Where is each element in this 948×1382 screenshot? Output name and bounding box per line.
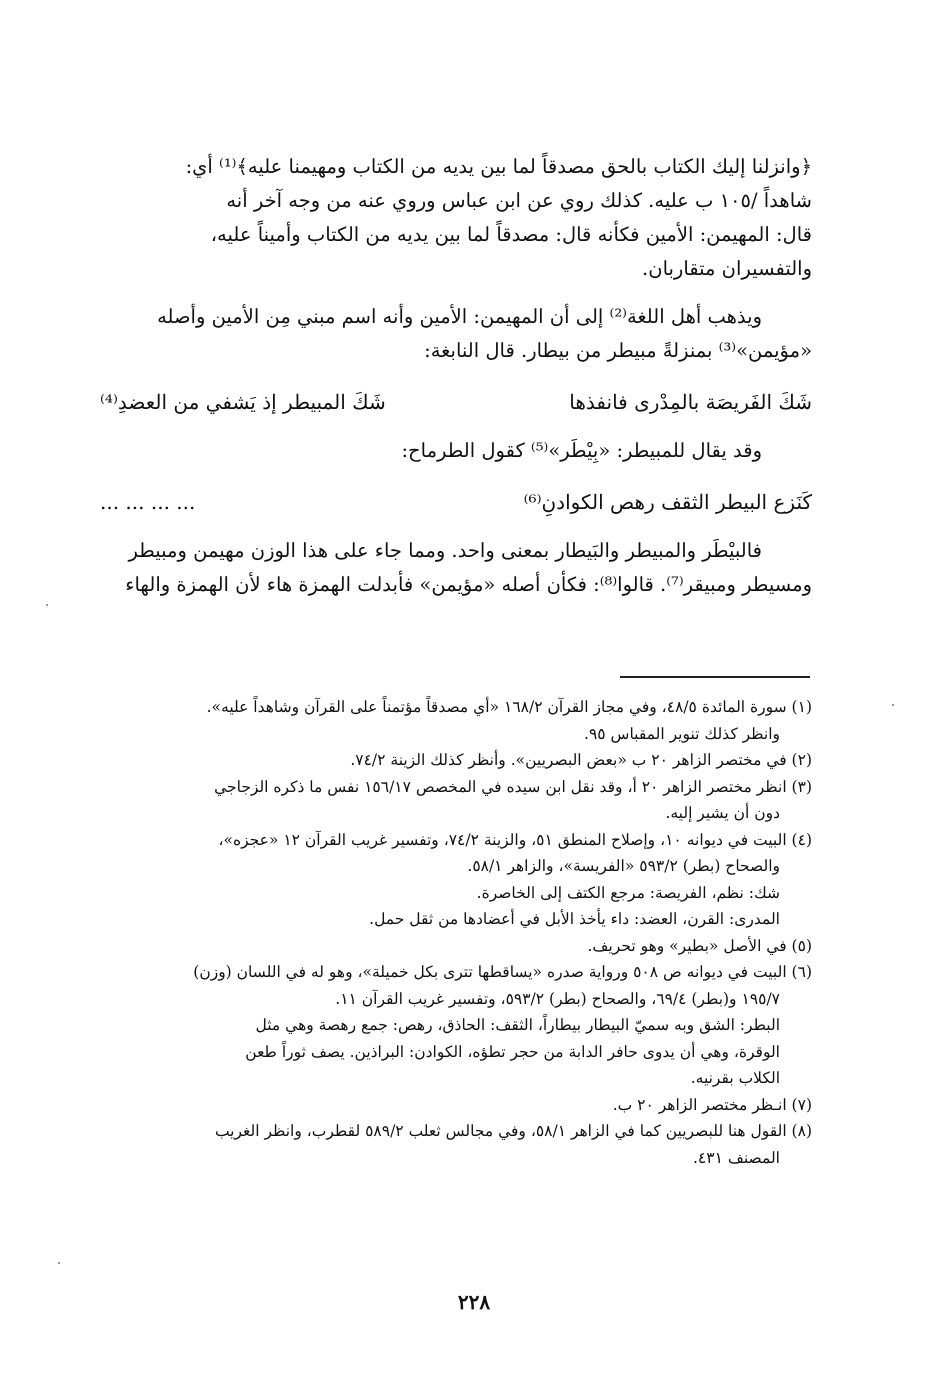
footnote-separator bbox=[620, 676, 810, 678]
footnote-8-continued: المصنف ٤٣١. bbox=[692, 1148, 780, 1167]
footnote-6: (٦) البيت في ديوانه ص ٥٠٨ ورواية صدره «يساقطها تترى بكل خميلة»، وهو له في اللسان (وزن) bbox=[193, 963, 812, 981]
footnote-6-gloss: البطر: الشق وبه سميّ البيطار بيطاراً، الثقف: الحاذق، رهص: جمع رهصة وهي مثل bbox=[255, 1016, 780, 1034]
text-line: ويذهب أهل اللغة⁽²⁾ إلى أن المهيمن: الأمين وأنه اسم مبني مِن الأمين وأصله bbox=[157, 305, 762, 328]
text-line: ﴿وانزلنا إليك الكتاب بالحق مصدقاً لما بين يديه من الكتاب ومهيمنا عليه﴾⁽¹⁾ أي: bbox=[185, 155, 812, 178]
footnote-4: (٤) البيت في ديوانه ١٠، وإصلاح المنطق ٥١، والزينة ٧٤/٢، وتفسير غريب القرآن ١٢ «عجزه»، bbox=[218, 830, 812, 849]
footnotes bbox=[100, 694, 812, 1171]
footnote-1: (١) سورة المائدة ٤٨/٥، وفي مجاز القرآن ١٦٨/٢ «أي مصدقاً مؤتمناً على القرآن وشاهداً عليه». bbox=[206, 698, 812, 716]
text-line: «مؤيمن»⁽³⁾ بمنزلةً مبيطر من بيطار. قال النابغة: bbox=[424, 339, 812, 362]
footnote-6-continued: ١٩٥/٧ و(بطر) ٦٩/٤، والصحاح (بطر) ٥٩٣/٢، وتفسير غريب القرآن ١١. bbox=[335, 989, 780, 1008]
text-line: وقد يقال للمبيطر: «بِيْطَر»⁽⁵⁾ كقول الطرماح: bbox=[401, 439, 762, 462]
verse-second-hemistich: ... ... ... ... bbox=[100, 490, 196, 514]
text-line: ومسيطر ومبيقر⁽⁷⁾. قالوا⁽⁸⁾: فكأن أصله «مؤيمن» فأبدلت الهمزة هاء لأن الهمزة والهاء bbox=[125, 573, 812, 596]
verse-nabigha bbox=[100, 382, 812, 422]
text-line: شاهداً /١٠٥ ب عليه. كذلك روي عن ابن عباس وروي عنه من وجه آخر أنه bbox=[226, 189, 812, 212]
footnote-6-gloss: الكلاب بقرنيه. bbox=[690, 1069, 780, 1087]
paragraph-3 bbox=[100, 434, 812, 468]
text-line: قال: المهيمن: الأمين فكأنه قال: مصدقاً لما بين يديه من الكتاب وأميناً عليه، bbox=[210, 223, 812, 246]
text-line: والتفسيران متقاربان. bbox=[642, 257, 812, 280]
verse-second-hemistich: شَكَ المبيطر إذ يَشفي من العضدِ⁽⁴⁾ bbox=[100, 390, 386, 414]
scan-speck bbox=[58, 1262, 60, 1264]
footnote-8: (٨) القول هنا للبصريين كما في الزاهر ٥٨/١، وفي مجالس ثعلب ٥٨٩/٢ لقطرب، وانظر الغريب bbox=[214, 1122, 812, 1140]
page-number: ٢٢٨ bbox=[457, 1290, 491, 1314]
footnote-4-gloss: المدرى: القرن، العضد: داء يأخذ الأبل في أعضادها من ثقل حمل. bbox=[369, 910, 780, 928]
main-text bbox=[100, 150, 812, 616]
footnote-4-gloss: شك: نظم، الفريصة: مرجع الكتف إلى الخاصرة. bbox=[476, 883, 780, 902]
paragraph-2 bbox=[100, 300, 812, 368]
paragraph-1 bbox=[100, 150, 812, 286]
paragraph-4 bbox=[100, 534, 812, 602]
footnote-5: (٥) في الأصل «بطير» وهو تحريف. bbox=[587, 936, 812, 955]
footnote-2: (٢) في مختصر الزاهر ٢٠ ب «بعض البصريين». وأنظر كذلك الزينة ٧٤/٢. bbox=[350, 751, 812, 769]
text-line: فالبيْطَر والمبيطر والبَيطار بمعنى واحد. ومما جاء على هذا الوزن مهيمن ومبيطر bbox=[128, 539, 762, 562]
footnote-6-gloss: الوقرة، وهي أن يدوى حافر الدابة من حجر تطؤه، الكوادن: البراذين. يصف ثوراً طعن bbox=[245, 1042, 780, 1061]
footnote-1-continued: وانظر كذلك تنوير المقباس ٩٥. bbox=[584, 724, 780, 743]
verse-first-hemistich: شَكَ الفَريصَة بالمِدْرى فانفذها bbox=[569, 390, 812, 414]
scan-speck bbox=[46, 604, 48, 606]
scan-speck bbox=[892, 704, 894, 706]
footnote-3-continued: دون أن يشير إليه. bbox=[665, 804, 780, 822]
verse-first-hemistich: كَنَزع البيطر الثقف رهص الكوادنِ⁽⁶⁾ bbox=[523, 490, 812, 514]
footnote-3: (٣) انظر مختصر الزاهر ٢٠ أ، وقد نقل ابن سيده في المخصص ١٥٦/١٧ نفس ما ذكره الزجاجي bbox=[214, 777, 812, 796]
footnote-7: (٧) انـظر مختصر الزاهر ٢٠ ب. bbox=[612, 1095, 812, 1114]
footnote-4-continued: والصحاح (بطر) ٥٩٣/٢ «الفريسة»، والزاهر ٥٨/١. bbox=[467, 857, 780, 875]
verse-tirimmah bbox=[100, 482, 812, 522]
